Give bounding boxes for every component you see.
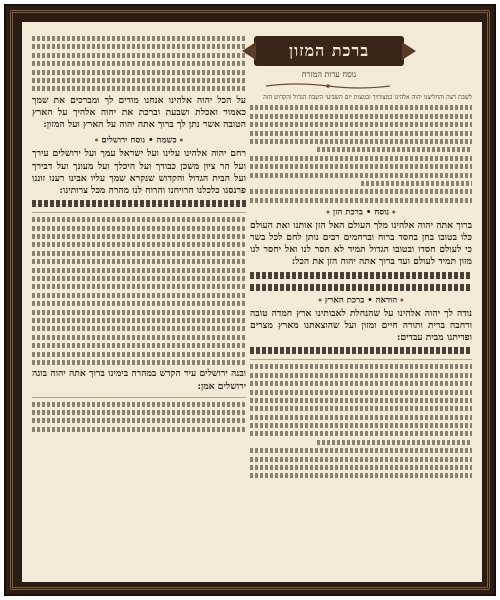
- ornate-frame: [4, 4, 496, 596]
- text-line: [250, 284, 472, 291]
- text-line: [32, 36, 246, 41]
- blessing-zan-text: ברוך אתה יהוה אלהינו מלך העולם האל הזן אותנו ואת העולם כלו בטובו בחן בחסד ברוח וברחמים רבים נותן לחם לכל בשר כי לעולם חסדו ובטובו הגדול תמיד לא חסר לנו ואל יחסר לנו מזון תמיד לעולם ועד ברוך אתה יהוה הזן את הכל:: [250, 219, 472, 268]
- text-line: [250, 431, 472, 436]
- left-column: [32, 36, 246, 572]
- blessing-haaretz: [250, 308, 472, 345]
- text-line: [32, 293, 246, 298]
- text-line: [32, 242, 246, 247]
- text-line: [250, 347, 472, 354]
- blessing-al-hakol: [32, 95, 246, 132]
- text-line: [32, 310, 246, 315]
- section-heading-text: ● הודאה • ברכת הארץ ●: [309, 296, 412, 305]
- section-heading-text: ● כשמה • נוסח ירושלים ●: [86, 136, 192, 145]
- text-line: [32, 410, 246, 415]
- divider: [32, 397, 246, 398]
- text-line: [250, 272, 472, 279]
- divider: [250, 359, 472, 360]
- text-line: [250, 173, 472, 178]
- text-line: [250, 381, 472, 386]
- text-line: [250, 189, 472, 194]
- text-line: [250, 114, 472, 119]
- text-line: [250, 373, 472, 378]
- text-line: [32, 53, 246, 58]
- section-heading-text: ● נוסח • ברכת הזן ●: [317, 208, 404, 217]
- text-line: [32, 402, 246, 407]
- right-column: [250, 36, 472, 572]
- text-line: [250, 448, 472, 453]
- text-line: [32, 335, 246, 340]
- page-title: ברכת המזון: [288, 41, 370, 60]
- text-line: [32, 234, 246, 239]
- text-line: [32, 259, 246, 264]
- text-line: [32, 427, 246, 432]
- text-line: [32, 418, 246, 423]
- blessing-al-hakol-text: על הכל יהוה אלהינו אנחנו מודים לך ומברכים את שמך כאמור ואכלת ושבעת וברכת את יהוה אלהיך על הארץ הטובה אשר נתן לך ברוך אתה יהוה על הארץ ועל המזון:: [32, 94, 246, 131]
- text-line: [32, 301, 246, 306]
- text-line: [317, 440, 472, 445]
- text-line: [32, 268, 246, 273]
- text-line: [32, 61, 246, 66]
- text-line: [250, 457, 472, 462]
- text-line: [32, 86, 246, 91]
- divider: [32, 212, 246, 213]
- document-page: [22, 22, 482, 582]
- text-line: [250, 465, 472, 470]
- text-line: [32, 251, 246, 256]
- text-line: [32, 352, 246, 357]
- text-line: [250, 406, 472, 411]
- text-line: [32, 70, 246, 75]
- section-heading-yerushalayim: [32, 136, 246, 145]
- blessing-haaretz-text: נודה לך יהוה אלהינו על שהנחלת לאבותינו ארץ חמדה טובה ורחבה ברית ותורה חיים ומזון ועל שהוצאתנו מארץ מצרים ופדיתנו מבית עבדים:: [250, 307, 472, 344]
- text-line: [32, 276, 246, 281]
- blessing-zan: [250, 220, 472, 269]
- text-line: [250, 473, 472, 478]
- text-line: [250, 139, 472, 144]
- text-line: [250, 156, 472, 161]
- text-line: [250, 423, 472, 428]
- section-heading-zan: [250, 208, 472, 217]
- text-line: [32, 200, 246, 207]
- right-intro-text: לשבת רצה והחליצנו יהוה אלהינו במצותיך ובמצות יום השביעי השבת הגדול והקדוש הזה: [263, 94, 472, 101]
- text-line: [250, 415, 472, 420]
- text-line: [250, 390, 472, 395]
- text-line: [250, 398, 472, 403]
- blessing-rachem-text: רחם יהוה אלהינו עלינו ועל ישראל עמך ועל ירושלים עירך ועל הר ציון משכן כבודך ועל היכלך ועל מעונך ועל דבירך ועל הבית הגדול והקדוש שנקרא שמך עליו אבינו רענו זוננו פרנסנו כלכלנו הרויחנו והרוח לנו מהרה מכל צרותינו:: [32, 148, 246, 197]
- text-line: [250, 131, 472, 136]
- text-line: [32, 360, 246, 365]
- section-heading-haaretz: [250, 296, 472, 305]
- text-line: [361, 181, 472, 186]
- page-subtitle: נוסח עדות המזרח: [301, 70, 357, 79]
- title-flourish: [264, 82, 392, 90]
- text-line: [32, 284, 246, 289]
- text-line: [250, 198, 472, 203]
- text-line: [32, 217, 246, 222]
- blessing-uvne: [32, 368, 246, 392]
- text-line: [32, 78, 246, 83]
- text-line: [250, 105, 472, 110]
- right-intro-paragraph: [250, 94, 472, 102]
- title-banner: [254, 36, 404, 66]
- text-line: [250, 164, 472, 169]
- text-line: [32, 44, 246, 49]
- text-line: [32, 343, 246, 348]
- text-line: [32, 326, 246, 331]
- text-line: [250, 364, 472, 369]
- text-line: [317, 147, 472, 152]
- text-line: [250, 122, 472, 127]
- text-line: [32, 226, 246, 231]
- blessing-uvne-text: ובנה ירושלים עיר הקדש במהרה בימינו ברוך אתה יהוה בונה ירושלים אמן:: [32, 368, 246, 392]
- text-line: [32, 318, 246, 323]
- blessing-rachem: [32, 148, 246, 197]
